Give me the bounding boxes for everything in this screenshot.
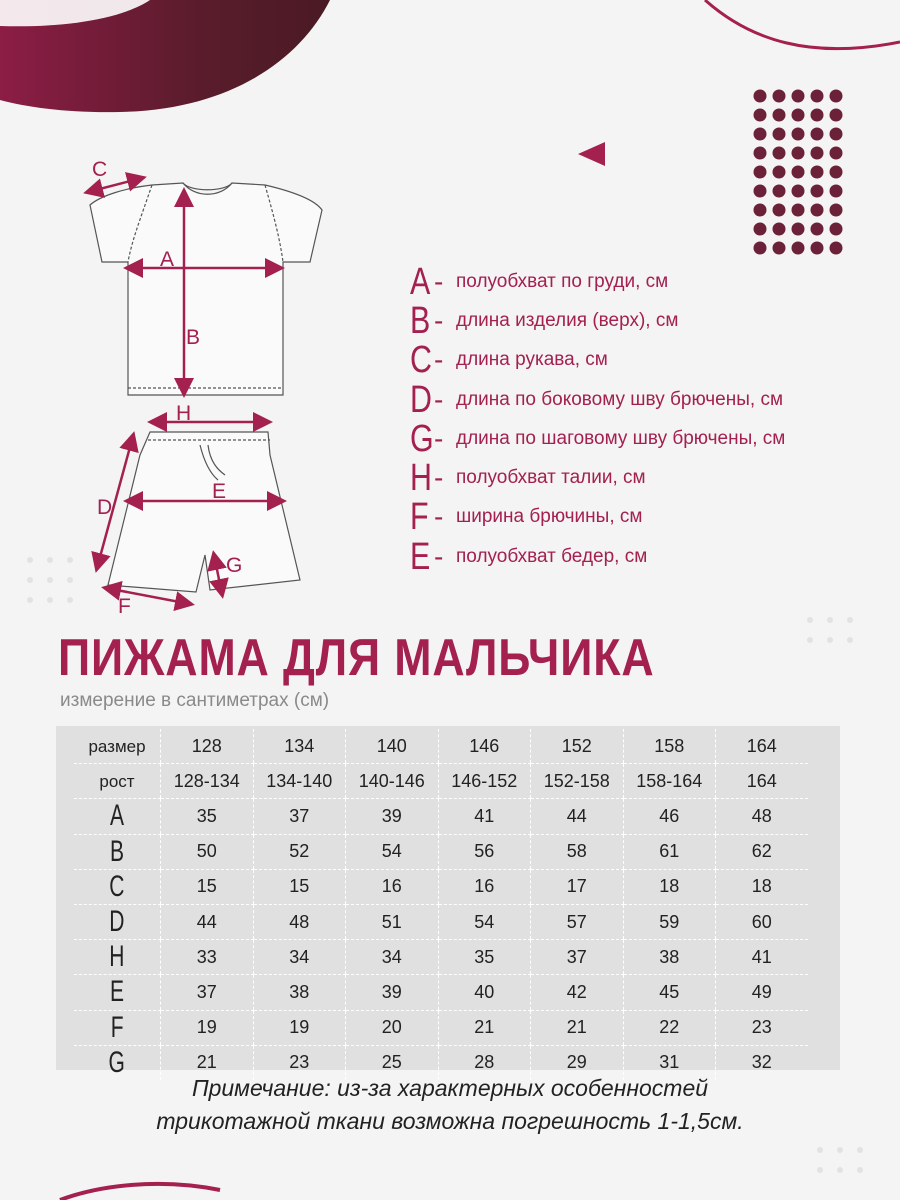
table-cell: 146-152 bbox=[438, 764, 531, 799]
table-cell: 59 bbox=[623, 904, 716, 939]
legend-dash: - bbox=[434, 462, 444, 494]
note bbox=[0, 1072, 900, 1138]
table-row bbox=[74, 975, 808, 1010]
table-cell: 33 bbox=[161, 940, 254, 975]
legend-dash: - bbox=[434, 265, 444, 297]
table-cell: 22 bbox=[623, 1010, 716, 1045]
legend-letter: B bbox=[410, 299, 431, 342]
legend-item bbox=[410, 457, 785, 500]
table-row bbox=[74, 1010, 808, 1045]
table-cell: 23 bbox=[253, 1045, 346, 1080]
table-cell: 140 bbox=[346, 729, 439, 764]
label-c: C bbox=[92, 158, 108, 181]
legend-text: полуобхват по груди, см bbox=[456, 270, 669, 292]
table-cell: 140-146 bbox=[346, 764, 439, 799]
row-label: размер bbox=[88, 736, 146, 756]
page-title: ПИЖАМА ДЛЯ МАЛЬЧИКА bbox=[58, 629, 655, 687]
label-g: G bbox=[226, 554, 243, 577]
row-label: A bbox=[109, 799, 124, 833]
note-line-2: трикотажной ткани возможна погрешность 1-1,5см. bbox=[156, 1108, 744, 1134]
note-line-1: Примечание: из-за характерных особенностей bbox=[191, 1075, 709, 1101]
table-cell: 16 bbox=[438, 869, 531, 904]
legend-dash: - bbox=[434, 304, 444, 336]
table-cell: 34 bbox=[346, 940, 439, 975]
table-cell: 52 bbox=[253, 834, 346, 869]
legend-letter: C bbox=[410, 339, 432, 382]
table-cell: 49 bbox=[716, 975, 808, 1010]
legend-text: ширина брючины, см bbox=[456, 506, 643, 528]
legend-letter: A bbox=[410, 260, 431, 303]
label-h: H bbox=[176, 402, 192, 425]
table-cell: 16 bbox=[346, 869, 439, 904]
row-label: C bbox=[109, 869, 125, 903]
table-row bbox=[74, 799, 808, 834]
row-header bbox=[74, 975, 161, 1010]
row-header bbox=[74, 729, 161, 764]
table-cell: 46 bbox=[623, 799, 716, 834]
table-row bbox=[74, 834, 808, 869]
row-header bbox=[74, 904, 161, 939]
table-cell: 54 bbox=[346, 834, 439, 869]
legend-letter: F bbox=[410, 496, 429, 539]
table-cell: 44 bbox=[531, 799, 624, 834]
row-label: рост bbox=[99, 771, 135, 791]
table-row bbox=[74, 869, 808, 904]
table-cell: 31 bbox=[623, 1045, 716, 1080]
shorts-drawing bbox=[108, 432, 300, 592]
table-cell: 61 bbox=[623, 834, 716, 869]
legend-text: длина по шаговому шву брючены, см bbox=[456, 427, 786, 449]
table-row bbox=[74, 940, 808, 975]
legend-dash: - bbox=[434, 422, 444, 454]
legend-dash: - bbox=[434, 344, 444, 376]
table-cell: 134 bbox=[253, 729, 346, 764]
legend-text: полуобхват бедер, см bbox=[456, 545, 648, 567]
table-cell: 41 bbox=[438, 799, 531, 834]
legend-letter: H bbox=[410, 457, 432, 500]
legend-letter: G bbox=[410, 417, 434, 460]
row-header bbox=[74, 1010, 161, 1045]
legend-item bbox=[410, 262, 785, 301]
legend-text: длина по боковому шву брючены, см bbox=[456, 388, 784, 410]
table-cell: 54 bbox=[438, 904, 531, 939]
table-cell: 18 bbox=[623, 869, 716, 904]
legend-item bbox=[410, 419, 785, 458]
tshirt-drawing bbox=[90, 183, 322, 395]
table-cell: 164 bbox=[716, 729, 808, 764]
legend-item bbox=[410, 498, 785, 537]
table-cell: 58 bbox=[531, 834, 624, 869]
table-cell: 21 bbox=[438, 1010, 531, 1045]
table-cell: 128-134 bbox=[161, 764, 254, 799]
legend-text: полуобхват талии, см bbox=[456, 467, 646, 489]
table-cell: 164 bbox=[716, 764, 808, 799]
table-cell: 45 bbox=[623, 975, 716, 1010]
table-cell: 39 bbox=[346, 799, 439, 834]
row-label: E bbox=[109, 975, 124, 1009]
table-cell: 57 bbox=[531, 904, 624, 939]
row-label: G bbox=[108, 1045, 126, 1079]
table-cell: 38 bbox=[253, 975, 346, 1010]
table-cell: 48 bbox=[716, 799, 808, 834]
label-b: B bbox=[186, 326, 201, 349]
table-cell: 60 bbox=[716, 904, 808, 939]
table-cell: 134-140 bbox=[253, 764, 346, 799]
table-cell: 41 bbox=[716, 940, 808, 975]
table-cell: 17 bbox=[531, 869, 624, 904]
legend-letter: D bbox=[410, 378, 432, 421]
table-cell: 23 bbox=[716, 1010, 808, 1045]
table-cell: 146 bbox=[438, 729, 531, 764]
table-cell: 15 bbox=[161, 869, 254, 904]
table-cell: 38 bbox=[623, 940, 716, 975]
label-d: D bbox=[97, 496, 113, 519]
table-cell: 42 bbox=[531, 975, 624, 1010]
table-cell: 18 bbox=[716, 869, 808, 904]
table-cell: 152-158 bbox=[531, 764, 624, 799]
table-cell: 19 bbox=[253, 1010, 346, 1045]
measurement-legend bbox=[410, 262, 785, 576]
table-cell: 29 bbox=[531, 1045, 624, 1080]
table-cell: 128 bbox=[161, 729, 254, 764]
label-e: E bbox=[212, 480, 227, 503]
table-cell: 62 bbox=[716, 834, 808, 869]
label-f: F bbox=[118, 595, 131, 618]
legend-dash: - bbox=[434, 501, 444, 533]
table-cell: 21 bbox=[161, 1045, 254, 1080]
row-header bbox=[74, 834, 161, 869]
table-cell: 28 bbox=[438, 1045, 531, 1080]
row-header bbox=[74, 799, 161, 834]
row-header bbox=[74, 764, 161, 799]
row-label: B bbox=[109, 834, 124, 868]
table-row bbox=[74, 904, 808, 939]
label-a: A bbox=[160, 248, 175, 271]
table-cell: 48 bbox=[253, 904, 346, 939]
table-cell: 158-164 bbox=[623, 764, 716, 799]
row-header bbox=[74, 940, 161, 975]
legend-letter: E bbox=[410, 535, 431, 578]
table-row bbox=[74, 764, 808, 799]
table-cell: 37 bbox=[253, 799, 346, 834]
table-cell: 15 bbox=[253, 869, 346, 904]
legend-dash: - bbox=[434, 383, 444, 415]
page-subtitle: измерение в сантиметрах (см) bbox=[60, 690, 330, 711]
table-cell: 20 bbox=[346, 1010, 439, 1045]
table-cell: 35 bbox=[438, 940, 531, 975]
table-cell: 158 bbox=[623, 729, 716, 764]
table-cell: 56 bbox=[438, 834, 531, 869]
table-cell: 50 bbox=[161, 834, 254, 869]
legend-text: длина рукава, см bbox=[456, 349, 608, 371]
legend-dash: - bbox=[434, 540, 444, 572]
table-cell: 39 bbox=[346, 975, 439, 1010]
row-label: D bbox=[109, 905, 125, 939]
table-cell: 37 bbox=[531, 940, 624, 975]
legend-text: длина изделия (верх), см bbox=[456, 309, 679, 331]
legend-item bbox=[410, 301, 785, 340]
table-cell: 40 bbox=[438, 975, 531, 1010]
table-cell: 35 bbox=[161, 799, 254, 834]
table-cell: 25 bbox=[346, 1045, 439, 1080]
table-cell: 44 bbox=[161, 904, 254, 939]
table-cell: 34 bbox=[253, 940, 346, 975]
table-row bbox=[74, 729, 808, 764]
table-cell: 51 bbox=[346, 904, 439, 939]
row-label: F bbox=[110, 1010, 124, 1044]
row-label: H bbox=[109, 940, 125, 974]
table-cell: 21 bbox=[531, 1010, 624, 1045]
legend-item bbox=[410, 537, 785, 576]
table-cell: 37 bbox=[161, 975, 254, 1010]
table-cell: 19 bbox=[161, 1010, 254, 1045]
legend-item bbox=[410, 380, 785, 419]
table-cell: 152 bbox=[531, 729, 624, 764]
size-table bbox=[74, 729, 808, 1080]
row-header bbox=[74, 869, 161, 904]
table-cell: 32 bbox=[716, 1045, 808, 1080]
legend-item bbox=[410, 341, 785, 380]
